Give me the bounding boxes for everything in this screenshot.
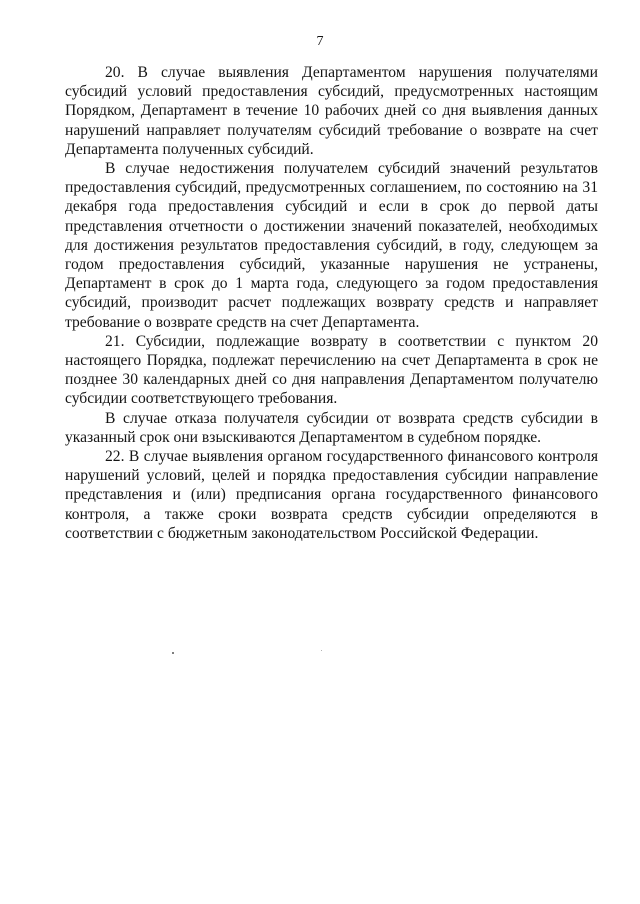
paragraph-20-continuation: В случае недостижения получателем субсидий значений результатов предоставления субсидий, предусмотренных соглашением, по состоянию на 31 декабря года предоставления субсидий и если в срок до первой даты представления отчетности о достижении значений показателей, необходимых для достижения результатов предоставления субсидий, в году, следующем за годом предоставления субсидий, указанные нарушения не устранены, Департамент в срок до 1 марта года, следующего за годом предоставления субсидий, производит расчет подлежащих возврату средств и направляет требование о возврате средств на счет Департамента. [65, 160, 598, 331]
page-number: 7 [316, 34, 324, 49]
scan-speck [321, 650, 322, 651]
paragraph-21-continuation: В случае отказа получателя субсидии от возврата средств субсидии в указанный срок они взыскиваются Департаментом в судебном порядке. [65, 409, 598, 446]
paragraph-22: 22. В случае выявления органом государственного финансового контроля нарушений условий, целей и порядка предоставления субсидии направление представления и (или) предписания органа государственного финансового контроля, а также сроки возврата средств субсидии определяются в соответствии с бюджетным законодательством Российской Федерации. [65, 448, 598, 542]
document-body [65, 63, 598, 543]
scan-speck [172, 652, 174, 654]
paragraph-20: 20. В случае выявления Департаментом нарушения получателями субсидий условий предоставления субсидий, предусмотренных настоящим Порядком, Департамент в течение 10 рабочих дней со дня выявления данных нарушений направляет получателям субсидий требование о возврате на счет Департамента полученных субсидий. [65, 64, 598, 158]
paragraph-21: 21. Субсидии, подлежащие возврату в соответствии с пунктом 20 настоящего Порядка, подлежат перечислению на счет Департамента в срок не позднее 30 календарных дней со дня направления Департаментом получателю субсидии соответствующего требования. [65, 332, 598, 408]
